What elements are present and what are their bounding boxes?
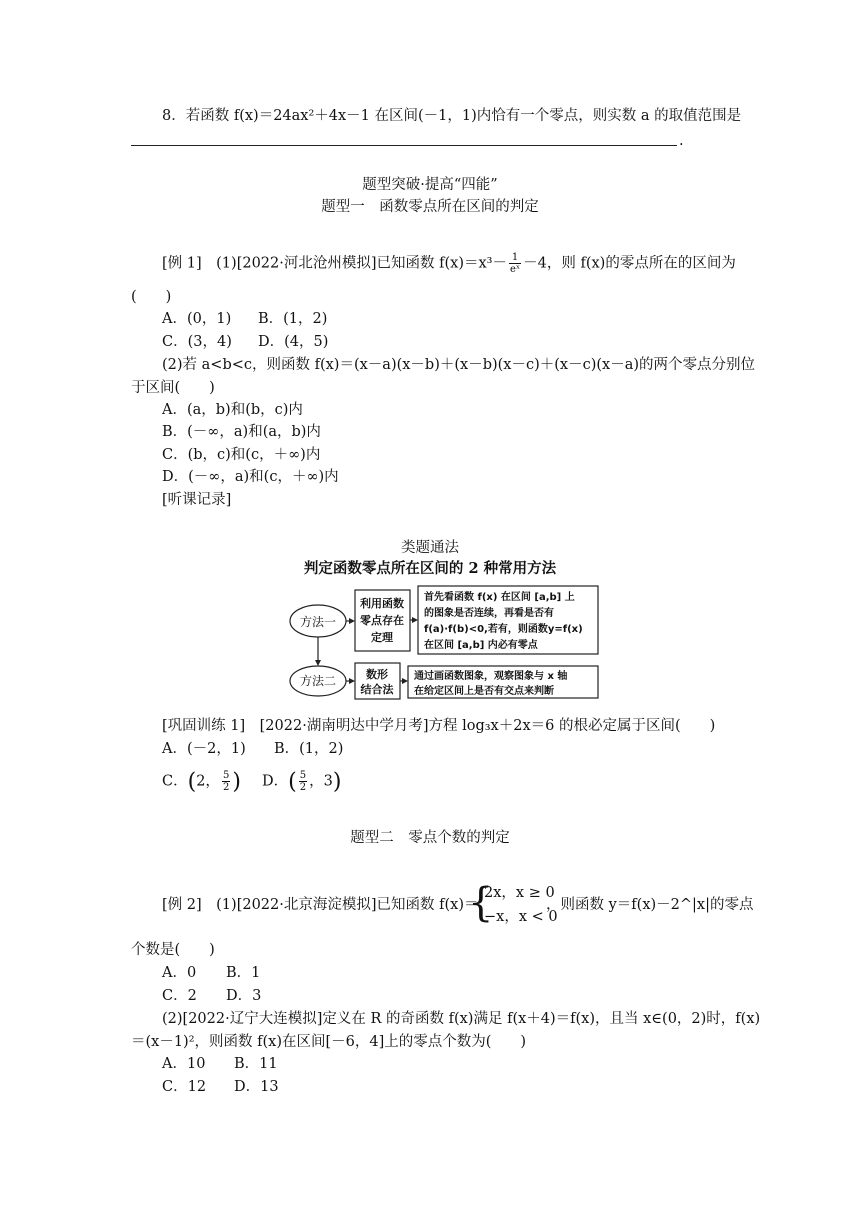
- option-2a: A．(a，b)和(b，c)内: [162, 402, 303, 418]
- option-2b: B．(－∞，a)和(a，b)内: [162, 424, 321, 440]
- method-1-desc-line: 首先看函数 f(x) 在区间 [a,b] 上: [424, 592, 575, 603]
- method-2-desc-line: 在给定区间上是否有交点来判断: [414, 686, 554, 697]
- ex2-option-a: A．0: [162, 965, 197, 981]
- example-2-part2-line2: ＝(x－1)²，则函数 f(x)在区间[－6，4]上的零点个数为( ): [131, 1034, 527, 1050]
- piecewise-brace: {: [468, 880, 494, 926]
- ex2-option-c: C．2: [162, 988, 197, 1004]
- method-1-desc-line: 在区间 [a,b] 内必有零点: [424, 640, 538, 651]
- method-2-desc-line: 通过画函数图象，观察图象与 x 轴: [414, 671, 568, 682]
- question-8-text: 8．若函数 f(x)＝24ax²＋4x－1 在区间(－1，1)内恰有一个零点，则实数 a 的取值范围是: [162, 108, 742, 124]
- method-1-desc-line: f(a)·f(b)<0,若有，则函数y=f(x): [424, 624, 583, 635]
- method-2-box-line: 结合法: [360, 683, 394, 696]
- method-1-label: 方法一: [299, 615, 337, 629]
- question-8-end: .: [679, 133, 684, 149]
- lecture-record: [听课记录]: [162, 492, 232, 508]
- option-d: D．(4，5): [258, 334, 329, 350]
- ex2-option-d: D．3: [226, 988, 262, 1004]
- example-2-part1-line2: 个数是( ): [131, 942, 215, 958]
- drill-option-c: C．(2， $\frac{5}{2}$ ): [162, 769, 241, 795]
- ex2-option-2a: A．10: [162, 1056, 206, 1072]
- method-2-label: 方法二: [299, 674, 337, 688]
- ex2-option-2d: D．13: [234, 1079, 279, 1095]
- method-1-desc-line: 的图象是否连续，再看是否有: [424, 608, 554, 619]
- section-title: 题型突破·提高“四能”: [362, 177, 498, 193]
- fraction-1-over-ex: $\frac{1}{\text{eˣ}}$: [509, 252, 521, 275]
- drill-option-b: B．(1，2): [274, 741, 344, 757]
- fraction-5-over-2: $\frac{5}{2}$: [222, 770, 230, 793]
- ex2-option-2c: C．12: [162, 1079, 207, 1095]
- option-c: C．(3，4): [162, 334, 232, 350]
- method-title: 判定函数零点所在区间的 2 种常用方法: [303, 560, 557, 577]
- fraction-5-over-2: $\frac{5}{2}$: [299, 770, 307, 793]
- option-2c: C．(b，c)和(c，＋∞)内: [162, 447, 321, 463]
- method-1-box-line: 零点存在: [360, 614, 404, 627]
- drill-1-text: [巩固训练 1] [2022·湖南明达中学月考]方程 log₃x＋2x＝6 的根必定属于区间( ): [162, 718, 716, 734]
- option-b: B．(1，2): [258, 311, 328, 327]
- drill-option-d: D．( $\frac{5}{2}$ ，3): [262, 769, 342, 795]
- answer-blank: [131, 145, 677, 146]
- method-2-box-line: 数形: [366, 668, 388, 681]
- ex2-option-b: B．1: [226, 965, 261, 981]
- drill-option-a: A．(－2，1): [162, 741, 246, 757]
- example-1-part2-line2: 于区间( ): [131, 380, 215, 396]
- example-2-part2-line1: (2)[2022·辽宁大连模拟]定义在 R 的奇函数 f(x)满足 f(x＋4)＝f(x)，且当 x∈(0，2)时，f(x): [162, 1011, 761, 1027]
- ex2-option-2b: B．11: [234, 1056, 278, 1072]
- option-2d: D．(－∞，a)和(c，＋∞)内: [162, 469, 339, 485]
- method-diagram: [288, 582, 600, 702]
- method-1-box-line: 定理: [371, 631, 393, 644]
- method-heading: 类题通法: [401, 540, 459, 556]
- piecewise-case-1: 2x，x ≥ 0: [484, 885, 555, 901]
- example-2-part1-a: [例 2] (1)[2022·北京海淀模拟]已知函数 f(x)＝: [162, 897, 479, 913]
- example-1-paren: ( ): [131, 289, 172, 305]
- example-1-part1: [例 1] (1)[2022·河北沧州模拟]已知函数 f(x)＝x³－ $\frac{1}{\text{eˣ}}$ －4，则 f(x)的零点所在的区间为: [162, 252, 736, 275]
- option-a: A．(0，1): [162, 311, 232, 327]
- type2-title: 题型二 零点个数的判定: [350, 830, 510, 846]
- type1-title: 题型一 函数零点所在区间的判定: [321, 199, 539, 215]
- example-2-part1-b: ，则函数 y＝f(x)－2^|x|的零点: [546, 897, 754, 913]
- method-1-box-line: 利用函数: [360, 597, 404, 610]
- piecewise-case-2: −x，x < 0: [484, 909, 558, 925]
- example-1-part2-line1: (2)若 a<b<c，则函数 f(x)＝(x－a)(x－b)＋(x－b)(x－c)＋(x－c)(x－a)的两个零点分别位: [162, 357, 756, 373]
